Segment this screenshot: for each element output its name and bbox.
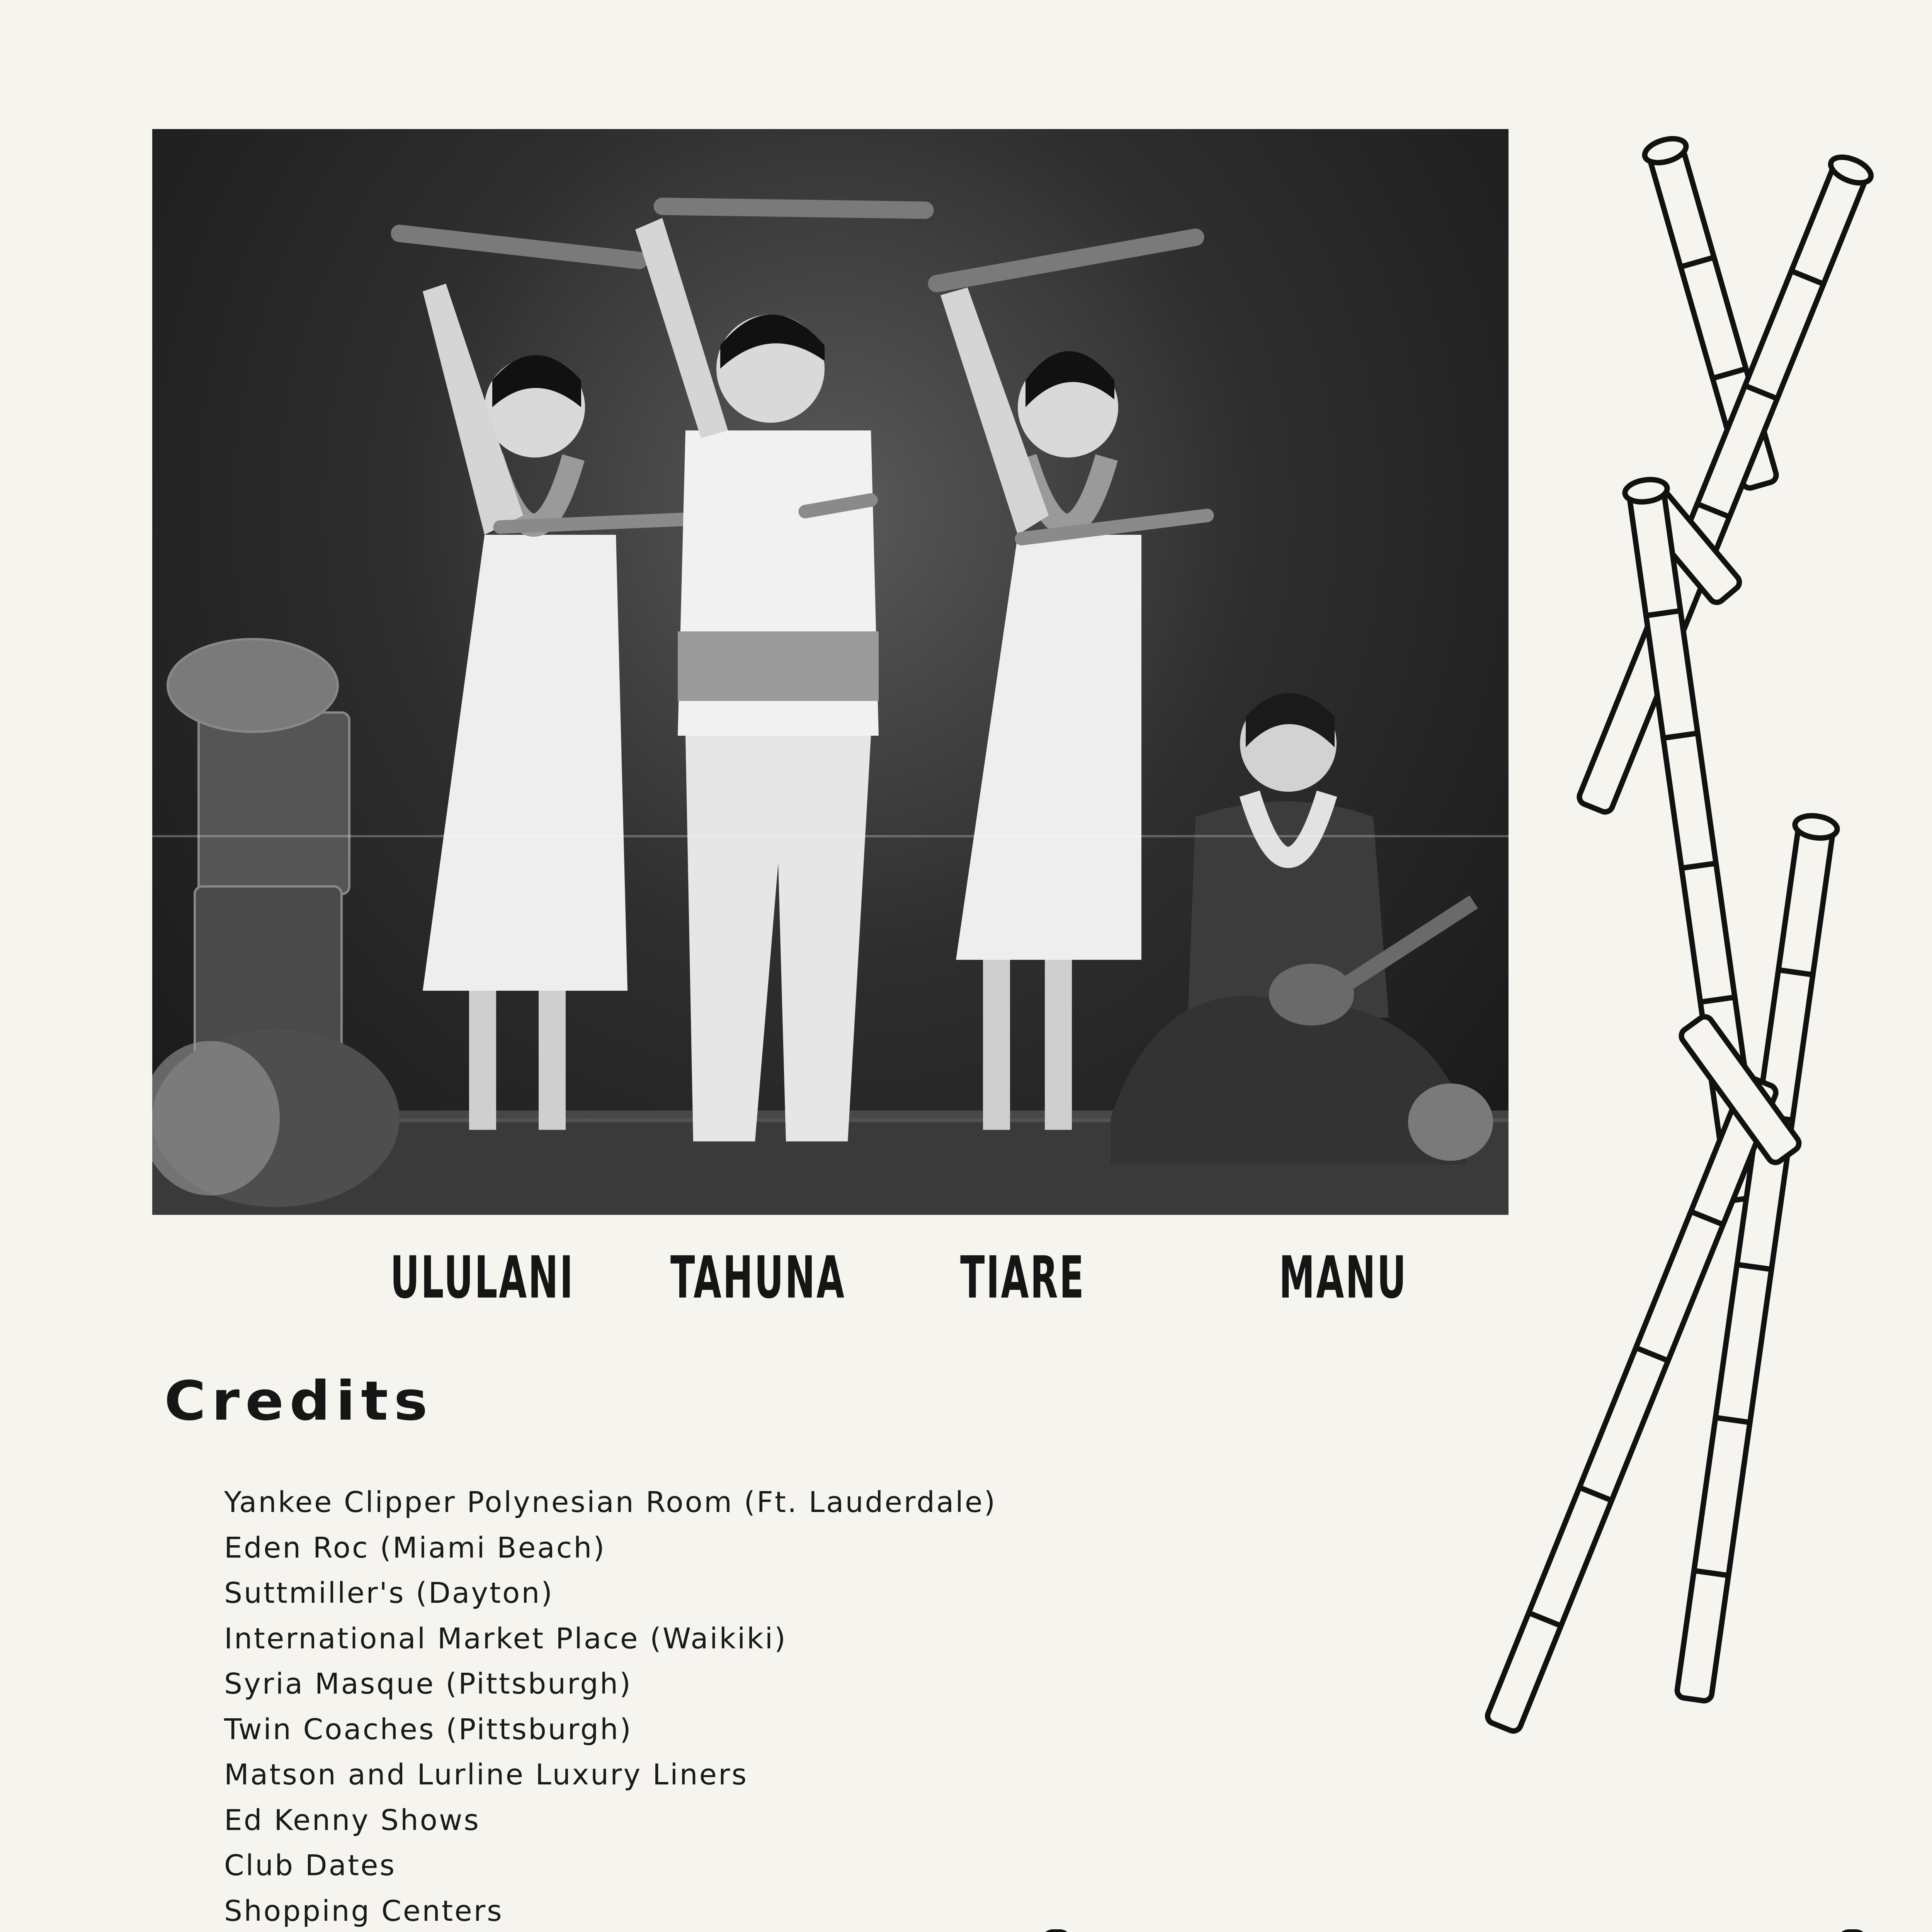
credit-item: Suttmiller's (Dayton)	[224, 1577, 554, 1610]
credit-item: Syria Masque (Pittsburgh)	[224, 1667, 633, 1701]
credit-item: Shopping Centers	[224, 1894, 503, 1928]
performer-name-manu: MANU	[1279, 1244, 1408, 1311]
credit-item: Eden Roc (Miami Beach)	[224, 1531, 606, 1565]
credit-item: Ed Kenny Shows	[224, 1803, 480, 1837]
credit-item: International Market Place (Waikiki)	[224, 1622, 787, 1655]
credit-item: Twin Coaches (Pittsburgh)	[224, 1713, 633, 1746]
credits-heading: Credits	[164, 1370, 434, 1433]
credit-item: Yankee Clipper Polynesian Room (Ft. Lauderdale)	[224, 1486, 997, 1519]
credit-item: Matson and Lurline Luxury Liners	[224, 1758, 748, 1791]
credit-item: Club Dates	[224, 1849, 396, 1882]
performer-name-tiare: TIARE	[960, 1244, 1085, 1311]
performer-name-tahuna: TAHUNA	[670, 1244, 846, 1311]
performer-name-ululani: ULULANI	[390, 1244, 575, 1311]
